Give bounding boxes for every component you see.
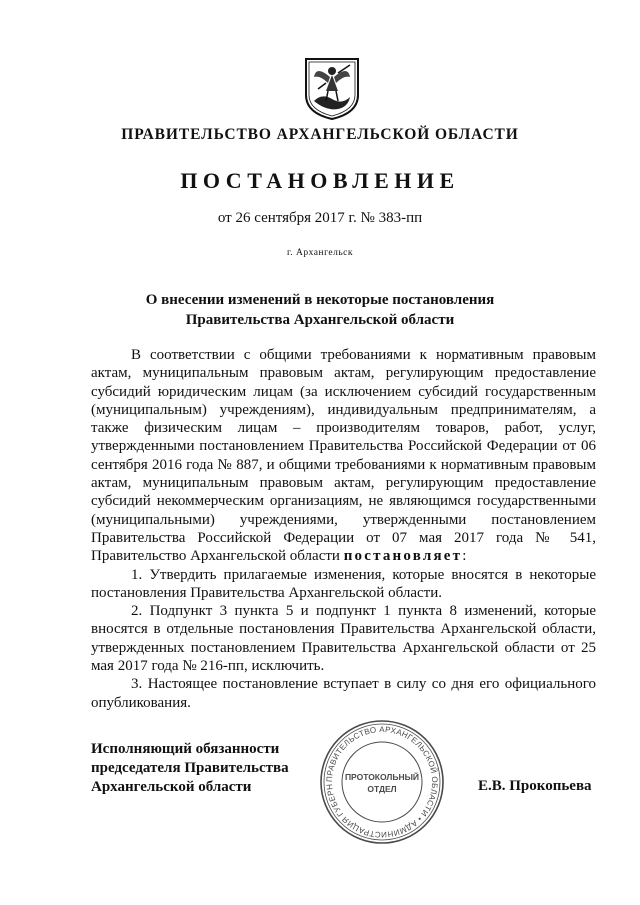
document-body (91, 346, 596, 712)
stamp-line: ПРОТОКОЛЬНЫЙ (344, 772, 420, 782)
item-paragraph: 3. Настоящее постановление вступает в силу со дня его официального опубликования. (91, 676, 596, 711)
document-title-line: Правительства Архангельской области (185, 312, 455, 328)
document-city: г. Архангельск (286, 248, 353, 258)
resolves-word: постановляет (343, 548, 463, 565)
signatory-name: Е.В. Прокопьева (478, 778, 592, 794)
signatory-title-line: Архангельской области (91, 779, 252, 795)
authority-name: ПРАВИТЕЛЬСТВО АРХАНГЕЛЬСКОЙ ОБЛАСТИ (121, 126, 519, 143)
signatory-title (91, 740, 331, 797)
official-stamp (318, 718, 446, 846)
document-number-line: от 26 сентября 2017 г. № 383-пп (217, 210, 423, 226)
item-paragraph: 1. Утвердить прилагаемые изменения, которые вносятся в некоторые постановления Правительства Архангельской области. (91, 566, 596, 601)
colon: : (462, 548, 467, 565)
document-title (0, 290, 640, 330)
stamp-ring-text: ПРАВИТЕЛЬСТВО АРХАНГЕЛЬСКОЙ ОБЛАСТИ • АДМИНИСТРАЦИЯ ГУБЕРН (324, 724, 440, 840)
item-paragraph: 2. Подпункт 3 пункта 5 и подпункт 1 пункта 8 изменений, которые вносятся в отдельные постановления Правительства Архангельской области, утвержденных постановлением Правительства Архангельской области от 25 мая 2017 года № 216-пп, исключить. (91, 603, 596, 675)
preamble-paragraph (91, 346, 596, 566)
stamp-line: ОТДЕЛ (367, 784, 397, 794)
preamble-text: В соответствии с общими требованиями к нормативным правовым актам, муниципальным правовым актам, регулирующим предоставление субсидий юридическим лицам (за исключением субсидий государственным (муниципальным) учреждениям), индивидуальным предпринимателям, а также физическим лицам – производителям товаров, работ, услуг, утвержденными постановлением Правительства Российской Федерации от 06 сентября 2016 года № 887, и общими требованиями к нормативным правовым актам, муниципальным правовым актам, регулирующим предоставление субсидий некоммерческим организациям, не являющимся государственными (муниципальными) учреждениями, утвержденными постановлением Правительства Российской Федерации от 07 мая 2017 года № 541, Правительство Архангельской области (91, 347, 596, 565)
document-title-line: О внесении изменений в некоторые постановления (145, 292, 495, 308)
signatory-title-line: председателя Правительства (91, 760, 289, 776)
coat-of-arms-icon (300, 55, 364, 121)
signatory-title-line: Исполняющий обязанности (91, 741, 280, 757)
document-type: ПОСТАНОВЛЕНИЕ (180, 168, 460, 193)
